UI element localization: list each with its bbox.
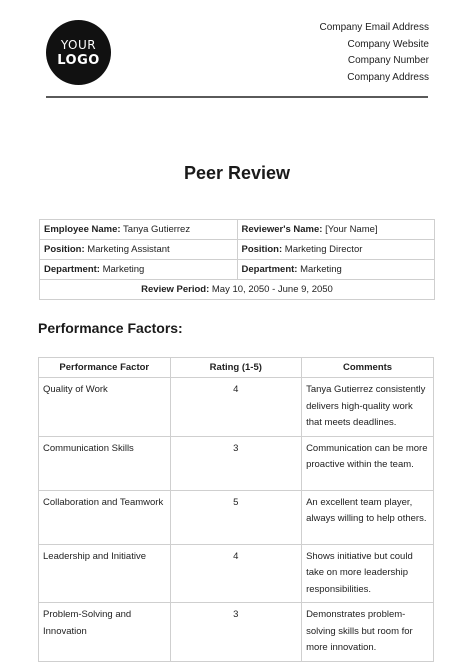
table-header-row	[39, 358, 434, 378]
review-period-value: May 10, 2050 - June 9, 2050	[211, 284, 333, 295]
reviewer-name-label: Reviewer's Name:	[241, 224, 323, 235]
employee-name-value: Tanya Gutierrez	[123, 224, 191, 235]
employee-department-value: Marketing	[102, 264, 145, 275]
reviewer-name-cell	[237, 220, 435, 240]
review-info-table	[39, 219, 435, 300]
table-row	[39, 436, 434, 490]
employee-department-label: Department:	[44, 264, 100, 275]
company-address: Company Address	[347, 71, 429, 83]
column-header-comments: Comments	[302, 358, 434, 378]
column-header-factor: Performance Factor	[39, 358, 171, 378]
comment-cell: An excellent team player, always willing to help others.	[302, 490, 434, 544]
factor-cell: Communication Skills	[39, 436, 171, 490]
logo-text-top: YOUR	[60, 37, 97, 52]
company-email: Company Email Address	[319, 22, 429, 33]
column-header-rating: Rating (1-5)	[170, 358, 302, 378]
table-row	[39, 490, 434, 544]
info-row-positions	[40, 240, 435, 260]
page-title: Peer Review	[183, 163, 291, 183]
employee-department-cell	[40, 260, 238, 280]
rating-cell: 3	[170, 603, 302, 662]
reviewer-position-cell	[237, 240, 435, 260]
section-title: Performance Factors:	[38, 320, 183, 336]
performance-factors-table	[38, 357, 434, 662]
reviewer-department-label: Department:	[241, 264, 298, 275]
factor-cell: Leadership and Initiative	[39, 544, 171, 603]
rating-cell: 4	[170, 544, 302, 603]
employee-position-label: Position:	[44, 244, 85, 255]
comment-cell: Tanya Gutierrez consistently delivers high-quality work that meets deadlines.	[302, 378, 434, 437]
company-website: Company Website	[347, 38, 429, 50]
employee-name-label: Employee Name:	[44, 224, 121, 235]
reviewer-name-value: [Your Name]	[325, 224, 378, 235]
employee-position-cell	[40, 240, 238, 260]
company-info	[320, 20, 430, 86]
rating-cell: 3	[170, 436, 302, 490]
table-row	[39, 378, 434, 437]
company-number: Company Number	[347, 55, 429, 66]
factor-cell: Quality of Work	[39, 378, 171, 437]
employee-position-value: Marketing Assistant	[87, 244, 170, 255]
header-divider	[46, 96, 428, 98]
comment-cell: Communication can be more proactive within the team.	[302, 436, 434, 490]
rating-cell: 4	[170, 378, 302, 437]
comment-cell: Shows initiative but could take on more leadership responsibilities.	[302, 544, 434, 603]
company-logo	[46, 20, 111, 85]
rating-cell: 5	[170, 490, 302, 544]
reviewer-position-value: Marketing Director	[284, 244, 363, 255]
info-row-period	[40, 280, 435, 300]
reviewer-department-cell	[237, 260, 435, 280]
review-period-cell	[40, 280, 435, 300]
employee-name-cell	[40, 220, 238, 240]
logo-text-bottom: LOGO	[57, 52, 100, 68]
review-period-label: Review Period:	[141, 284, 210, 295]
comment-cell: Demonstrates problem-solving skills but room for more innovation.	[302, 603, 434, 662]
info-row-names	[40, 220, 435, 240]
info-row-departments	[40, 260, 435, 280]
table-row	[39, 603, 434, 662]
reviewer-department-value: Marketing	[300, 264, 342, 275]
factor-cell: Collaboration and Teamwork	[39, 490, 171, 544]
table-row	[39, 544, 434, 603]
factor-cell: Problem-Solving and Innovation	[39, 603, 171, 662]
reviewer-position-label: Position:	[241, 244, 283, 255]
